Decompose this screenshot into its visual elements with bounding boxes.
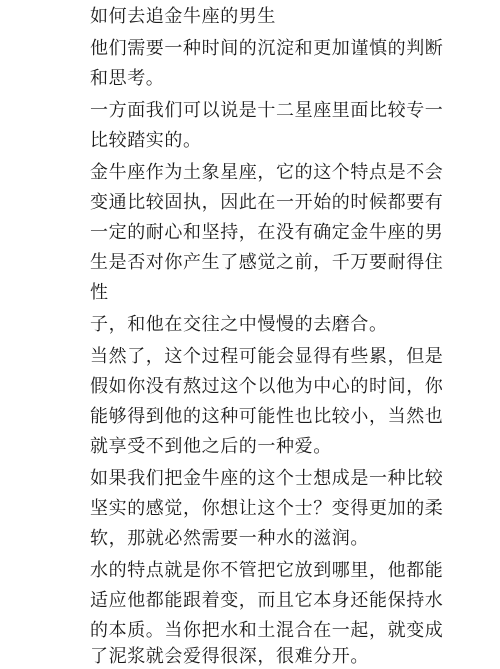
text-line: 变通比较固执，因此在一开始的时候都要有 bbox=[90, 192, 444, 213]
text-line: 性 bbox=[90, 282, 109, 303]
text-line: 适应他都能跟着变，而且它本身还能保持水 bbox=[90, 590, 444, 611]
text-line: 的本质。当你把水和土混合在一起，就变成 bbox=[90, 620, 444, 641]
text-line: 能够得到他的这种可能性也比较小，当然也 bbox=[90, 406, 444, 427]
text-line: 一定的耐心和坚持，在没有确定金牛座的男 bbox=[90, 222, 444, 243]
text-line: 他们需要一种时间的沉淀和更加谨慎的判断 bbox=[90, 38, 444, 59]
text-line: 就享受不到他之后的一种爱。 bbox=[90, 436, 332, 457]
text-line: 子，和他在交往之中慢慢的去磨合。 bbox=[90, 314, 388, 335]
text-line: 软，那就必然需要一种水的滋润。 bbox=[90, 528, 369, 549]
text-line: 当然了，这个过程可能会显得有些累，但是 bbox=[90, 346, 444, 367]
text-line: 坚实的感觉，你想让这个士？变得更加的柔 bbox=[90, 498, 444, 519]
text-line: 了泥浆就会爱得很深，很难分开。 bbox=[90, 646, 369, 667]
article-title: 如何去追金牛座的男生 bbox=[90, 6, 276, 27]
text-line: 和思考。 bbox=[90, 68, 165, 89]
text-line: 比较踏实的。 bbox=[90, 130, 202, 151]
text-line: 假如你没有熬过这个以他为中心的时间，你 bbox=[90, 376, 444, 397]
text-line: 金牛座作为土象星座，它的这个特点是不会 bbox=[90, 162, 444, 183]
text-line: 生是否对你产生了感觉之前，千万要耐得住 bbox=[90, 252, 444, 273]
text-line: 水的特点就是你不管把它放到哪里，他都能 bbox=[90, 560, 444, 581]
text-line: 一方面我们可以说是十二星座里面比较专一 bbox=[90, 100, 444, 121]
text-line: 如果我们把金牛座的这个士想成是一种比较 bbox=[90, 468, 444, 489]
